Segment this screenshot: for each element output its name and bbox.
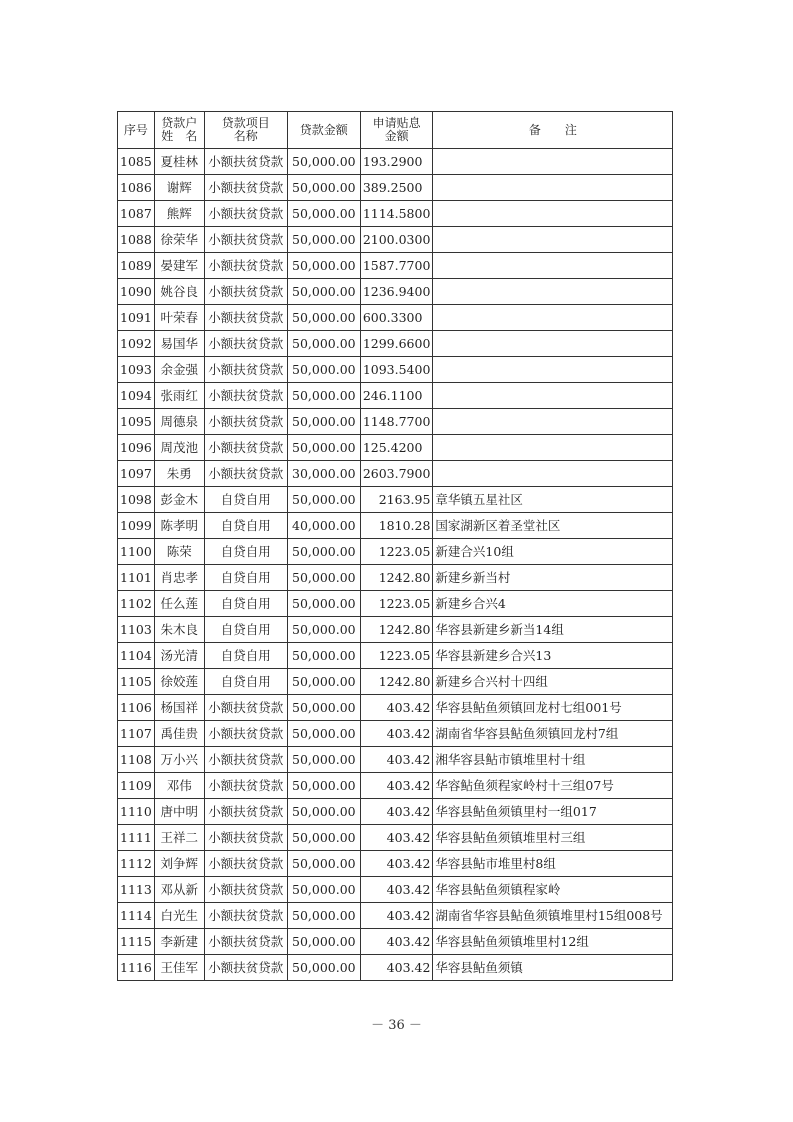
cell-amount: 40,000.00 (287, 513, 360, 539)
cell-note: 华容县鲇鱼须镇回龙村七组001号 (433, 695, 673, 721)
header-subsidy-line1: 申请贴息 (372, 116, 421, 130)
cell-note (433, 305, 673, 331)
cell-name: 徐姣莲 (154, 669, 204, 695)
cell-subsidy: 403.42 (360, 825, 433, 851)
cell-amount: 50,000.00 (287, 409, 360, 435)
cell-amount: 50,000.00 (287, 617, 360, 643)
cell-subsidy: 2603.7900 (360, 461, 433, 487)
table-row (118, 201, 673, 227)
cell-amount: 50,000.00 (287, 929, 360, 955)
cell-subsidy: 1242.80 (360, 617, 433, 643)
cell-note: 华容县鲇鱼须镇里村一组017 (433, 799, 673, 825)
table-row (118, 825, 673, 851)
cell-subsidy: 403.42 (360, 747, 433, 773)
cell-subsidy: 1114.5800 (360, 201, 433, 227)
cell-project: 小额扶贫贷款 (204, 695, 287, 721)
cell-name: 王祥二 (154, 825, 204, 851)
cell-no: 1090 (118, 279, 155, 305)
cell-name: 彭金木 (154, 487, 204, 513)
cell-project: 小额扶贫贷款 (204, 331, 287, 357)
cell-no: 1088 (118, 227, 155, 253)
table-row (118, 175, 673, 201)
cell-subsidy: 403.42 (360, 929, 433, 955)
table-row (118, 799, 673, 825)
cell-name: 朱木良 (154, 617, 204, 643)
table-row (118, 955, 673, 981)
cell-project: 小额扶贫贷款 (204, 435, 287, 461)
cell-amount: 50,000.00 (287, 877, 360, 903)
cell-note: 华容县鲇鱼须镇 (433, 955, 673, 981)
cell-project: 小额扶贫贷款 (204, 461, 287, 487)
cell-amount: 50,000.00 (287, 539, 360, 565)
cell-note (433, 331, 673, 357)
cell-subsidy: 403.42 (360, 799, 433, 825)
cell-subsidy: 403.42 (360, 721, 433, 747)
header-subsidy (360, 112, 433, 149)
cell-subsidy: 2163.95 (360, 487, 433, 513)
cell-note (433, 175, 673, 201)
cell-project: 小额扶贫贷款 (204, 305, 287, 331)
page-number: － 36 － (371, 1018, 422, 1033)
cell-note (433, 227, 673, 253)
cell-note: 新建乡合兴村十四组 (433, 669, 673, 695)
header-name-line2: 姓 名 (161, 129, 198, 143)
cell-no: 1089 (118, 253, 155, 279)
cell-project: 小额扶贫贷款 (204, 149, 287, 175)
cell-project: 自贷自用 (204, 513, 287, 539)
header-no: 序号 (118, 112, 155, 149)
table-row (118, 877, 673, 903)
table-row (118, 513, 673, 539)
cell-subsidy: 403.42 (360, 877, 433, 903)
cell-name: 杨国祥 (154, 695, 204, 721)
cell-name: 谢辉 (154, 175, 204, 201)
cell-project: 小额扶贫贷款 (204, 799, 287, 825)
cell-name: 陈孝明 (154, 513, 204, 539)
cell-project: 自贷自用 (204, 643, 287, 669)
cell-no: 1102 (118, 591, 155, 617)
table-body (118, 149, 673, 981)
cell-subsidy: 403.42 (360, 773, 433, 799)
cell-project: 小额扶贫贷款 (204, 279, 287, 305)
cell-project: 小额扶贫贷款 (204, 825, 287, 851)
cell-note: 新建合兴10组 (433, 539, 673, 565)
cell-project: 自贷自用 (204, 539, 287, 565)
cell-no: 1101 (118, 565, 155, 591)
cell-amount: 50,000.00 (287, 799, 360, 825)
table-row (118, 721, 673, 747)
cell-note (433, 435, 673, 461)
cell-amount: 50,000.00 (287, 643, 360, 669)
cell-project: 自贷自用 (204, 669, 287, 695)
cell-subsidy: 1242.80 (360, 565, 433, 591)
cell-no: 1105 (118, 669, 155, 695)
cell-no: 1085 (118, 149, 155, 175)
cell-name: 张雨红 (154, 383, 204, 409)
cell-note: 华容县鲇鱼须镇堆里村三组 (433, 825, 673, 851)
cell-project: 小额扶贫贷款 (204, 227, 287, 253)
cell-name: 邓从新 (154, 877, 204, 903)
cell-no: 1097 (118, 461, 155, 487)
table-row (118, 227, 673, 253)
cell-name: 周茂池 (154, 435, 204, 461)
table-row (118, 565, 673, 591)
cell-project: 自贷自用 (204, 487, 287, 513)
cell-no: 1111 (118, 825, 155, 851)
cell-amount: 50,000.00 (287, 149, 360, 175)
table-row (118, 461, 673, 487)
cell-amount: 50,000.00 (287, 331, 360, 357)
cell-no: 1095 (118, 409, 155, 435)
cell-project: 小额扶贫贷款 (204, 409, 287, 435)
header-subsidy-line2: 金额 (384, 129, 409, 143)
cell-name: 邓伟 (154, 773, 204, 799)
cell-note: 华容县新建乡合兴13 (433, 643, 673, 669)
table-row (118, 617, 673, 643)
table-row (118, 279, 673, 305)
cell-subsidy: 125.4200 (360, 435, 433, 461)
cell-no: 1091 (118, 305, 155, 331)
cell-project: 小额扶贫贷款 (204, 721, 287, 747)
cell-no: 1103 (118, 617, 155, 643)
table-row (118, 773, 673, 799)
cell-amount: 50,000.00 (287, 721, 360, 747)
cell-no: 1086 (118, 175, 155, 201)
cell-amount: 50,000.00 (287, 201, 360, 227)
cell-note: 新建乡新当村 (433, 565, 673, 591)
cell-amount: 50,000.00 (287, 383, 360, 409)
cell-no: 1115 (118, 929, 155, 955)
cell-note: 湖南省华容县鲇鱼须镇堆里村15组008号 (433, 903, 673, 929)
cell-project: 小额扶贫贷款 (204, 929, 287, 955)
cell-no: 1108 (118, 747, 155, 773)
cell-subsidy: 2100.0300 (360, 227, 433, 253)
cell-project: 小额扶贫贷款 (204, 357, 287, 383)
cell-note: 章华镇五星社区 (433, 487, 673, 513)
cell-amount: 50,000.00 (287, 435, 360, 461)
cell-amount: 50,000.00 (287, 253, 360, 279)
table-row (118, 695, 673, 721)
cell-note: 华容县鲇市堆里村8组 (433, 851, 673, 877)
table-row (118, 643, 673, 669)
cell-amount: 50,000.00 (287, 175, 360, 201)
cell-no: 1092 (118, 331, 155, 357)
cell-note: 新建乡合兴4 (433, 591, 673, 617)
cell-amount: 50,000.00 (287, 903, 360, 929)
cell-amount: 50,000.00 (287, 227, 360, 253)
cell-project: 小额扶贫贷款 (204, 903, 287, 929)
cell-no: 1116 (118, 955, 155, 981)
cell-name: 余金强 (154, 357, 204, 383)
cell-name: 任么莲 (154, 591, 204, 617)
cell-project: 小额扶贫贷款 (204, 201, 287, 227)
cell-project: 小额扶贫贷款 (204, 253, 287, 279)
cell-amount: 30,000.00 (287, 461, 360, 487)
cell-no: 1098 (118, 487, 155, 513)
cell-subsidy: 1299.6600 (360, 331, 433, 357)
cell-name: 王佳军 (154, 955, 204, 981)
cell-name: 肖忠孝 (154, 565, 204, 591)
cell-name: 陈荣 (154, 539, 204, 565)
table-row (118, 903, 673, 929)
cell-amount: 50,000.00 (287, 487, 360, 513)
cell-note: 湘华容县鲇市镇堆里村十组 (433, 747, 673, 773)
cell-name: 万小兴 (154, 747, 204, 773)
cell-name: 夏桂林 (154, 149, 204, 175)
cell-project: 自贷自用 (204, 591, 287, 617)
cell-project: 小额扶贫贷款 (204, 955, 287, 981)
table-row (118, 253, 673, 279)
cell-subsidy: 403.42 (360, 851, 433, 877)
cell-name: 白光生 (154, 903, 204, 929)
cell-note (433, 461, 673, 487)
cell-no: 1110 (118, 799, 155, 825)
cell-subsidy: 600.3300 (360, 305, 433, 331)
cell-name: 姚谷良 (154, 279, 204, 305)
cell-amount: 50,000.00 (287, 773, 360, 799)
cell-name: 叶荣春 (154, 305, 204, 331)
cell-subsidy: 1223.05 (360, 591, 433, 617)
table-header-row (118, 112, 673, 149)
cell-subsidy: 1236.9400 (360, 279, 433, 305)
cell-amount: 50,000.00 (287, 825, 360, 851)
cell-no: 1106 (118, 695, 155, 721)
cell-note: 湖南省华容县鲇鱼须镇回龙村7组 (433, 721, 673, 747)
cell-note: 国家湖新区着圣堂社区 (433, 513, 673, 539)
table-row (118, 747, 673, 773)
cell-subsidy: 1093.5400 (360, 357, 433, 383)
cell-no: 1114 (118, 903, 155, 929)
cell-subsidy: 403.42 (360, 955, 433, 981)
cell-name: 禹佳贵 (154, 721, 204, 747)
cell-name: 周德泉 (154, 409, 204, 435)
table-row (118, 357, 673, 383)
cell-no: 1107 (118, 721, 155, 747)
table-row (118, 305, 673, 331)
table-row (118, 487, 673, 513)
cell-note (433, 201, 673, 227)
cell-no: 1100 (118, 539, 155, 565)
cell-no: 1096 (118, 435, 155, 461)
cell-name: 刘争辉 (154, 851, 204, 877)
cell-note (433, 279, 673, 305)
cell-note (433, 383, 673, 409)
cell-name: 徐荣华 (154, 227, 204, 253)
table-row (118, 539, 673, 565)
cell-subsidy: 1810.28 (360, 513, 433, 539)
cell-name: 朱勇 (154, 461, 204, 487)
header-name-line1: 贷款户 (161, 116, 198, 130)
header-name (154, 112, 204, 149)
cell-name: 熊辉 (154, 201, 204, 227)
header-project-line1: 贷款项目 (221, 116, 270, 130)
table-row (118, 331, 673, 357)
cell-note: 华容鲇鱼须程家岭村十三组07号 (433, 773, 673, 799)
cell-note (433, 409, 673, 435)
cell-name: 晏建军 (154, 253, 204, 279)
cell-amount: 50,000.00 (287, 357, 360, 383)
cell-no: 1087 (118, 201, 155, 227)
cell-name: 唐中明 (154, 799, 204, 825)
table-row (118, 929, 673, 955)
table-row (118, 435, 673, 461)
cell-subsidy: 1223.05 (360, 643, 433, 669)
cell-amount: 50,000.00 (287, 955, 360, 981)
cell-note: 华容县新建乡新当14组 (433, 617, 673, 643)
cell-subsidy: 1587.7700 (360, 253, 433, 279)
cell-subsidy: 193.2900 (360, 149, 433, 175)
cell-note (433, 253, 673, 279)
header-project-line2: 名称 (233, 129, 258, 143)
cell-project: 小额扶贫贷款 (204, 773, 287, 799)
cell-subsidy: 403.42 (360, 903, 433, 929)
cell-project: 小额扶贫贷款 (204, 851, 287, 877)
table-row (118, 669, 673, 695)
header-project (204, 112, 287, 149)
cell-no: 1094 (118, 383, 155, 409)
cell-no: 1109 (118, 773, 155, 799)
cell-no: 1113 (118, 877, 155, 903)
cell-amount: 50,000.00 (287, 669, 360, 695)
header-note: 备 注 (433, 112, 673, 149)
cell-project: 小额扶贫贷款 (204, 383, 287, 409)
cell-amount: 50,000.00 (287, 565, 360, 591)
cell-amount: 50,000.00 (287, 279, 360, 305)
cell-note (433, 149, 673, 175)
cell-note: 华容县鲇鱼须镇堆里村12组 (433, 929, 673, 955)
cell-subsidy: 403.42 (360, 695, 433, 721)
cell-project: 自贷自用 (204, 617, 287, 643)
table-row (118, 383, 673, 409)
header-amount: 贷款金额 (287, 112, 360, 149)
cell-project: 小额扶贫贷款 (204, 877, 287, 903)
table-row (118, 851, 673, 877)
cell-amount: 50,000.00 (287, 695, 360, 721)
cell-note: 华容县鲇鱼须镇程家岭 (433, 877, 673, 903)
cell-no: 1093 (118, 357, 155, 383)
cell-amount: 50,000.00 (287, 747, 360, 773)
cell-project: 自贷自用 (204, 565, 287, 591)
cell-project: 小额扶贫贷款 (204, 175, 287, 201)
cell-no: 1104 (118, 643, 155, 669)
cell-subsidy: 1242.80 (360, 669, 433, 695)
cell-name: 李新建 (154, 929, 204, 955)
table-row (118, 409, 673, 435)
cell-amount: 50,000.00 (287, 851, 360, 877)
cell-project: 小额扶贫贷款 (204, 747, 287, 773)
cell-no: 1112 (118, 851, 155, 877)
cell-note (433, 357, 673, 383)
cell-name: 汤光清 (154, 643, 204, 669)
cell-amount: 50,000.00 (287, 591, 360, 617)
cell-subsidy: 246.1100 (360, 383, 433, 409)
cell-amount: 50,000.00 (287, 305, 360, 331)
cell-subsidy: 1148.7700 (360, 409, 433, 435)
cell-name: 易国华 (154, 331, 204, 357)
cell-subsidy: 389.2500 (360, 175, 433, 201)
table-row (118, 591, 673, 617)
loan-subsidy-table (117, 111, 673, 981)
cell-subsidy: 1223.05 (360, 539, 433, 565)
cell-no: 1099 (118, 513, 155, 539)
table-row (118, 149, 673, 175)
